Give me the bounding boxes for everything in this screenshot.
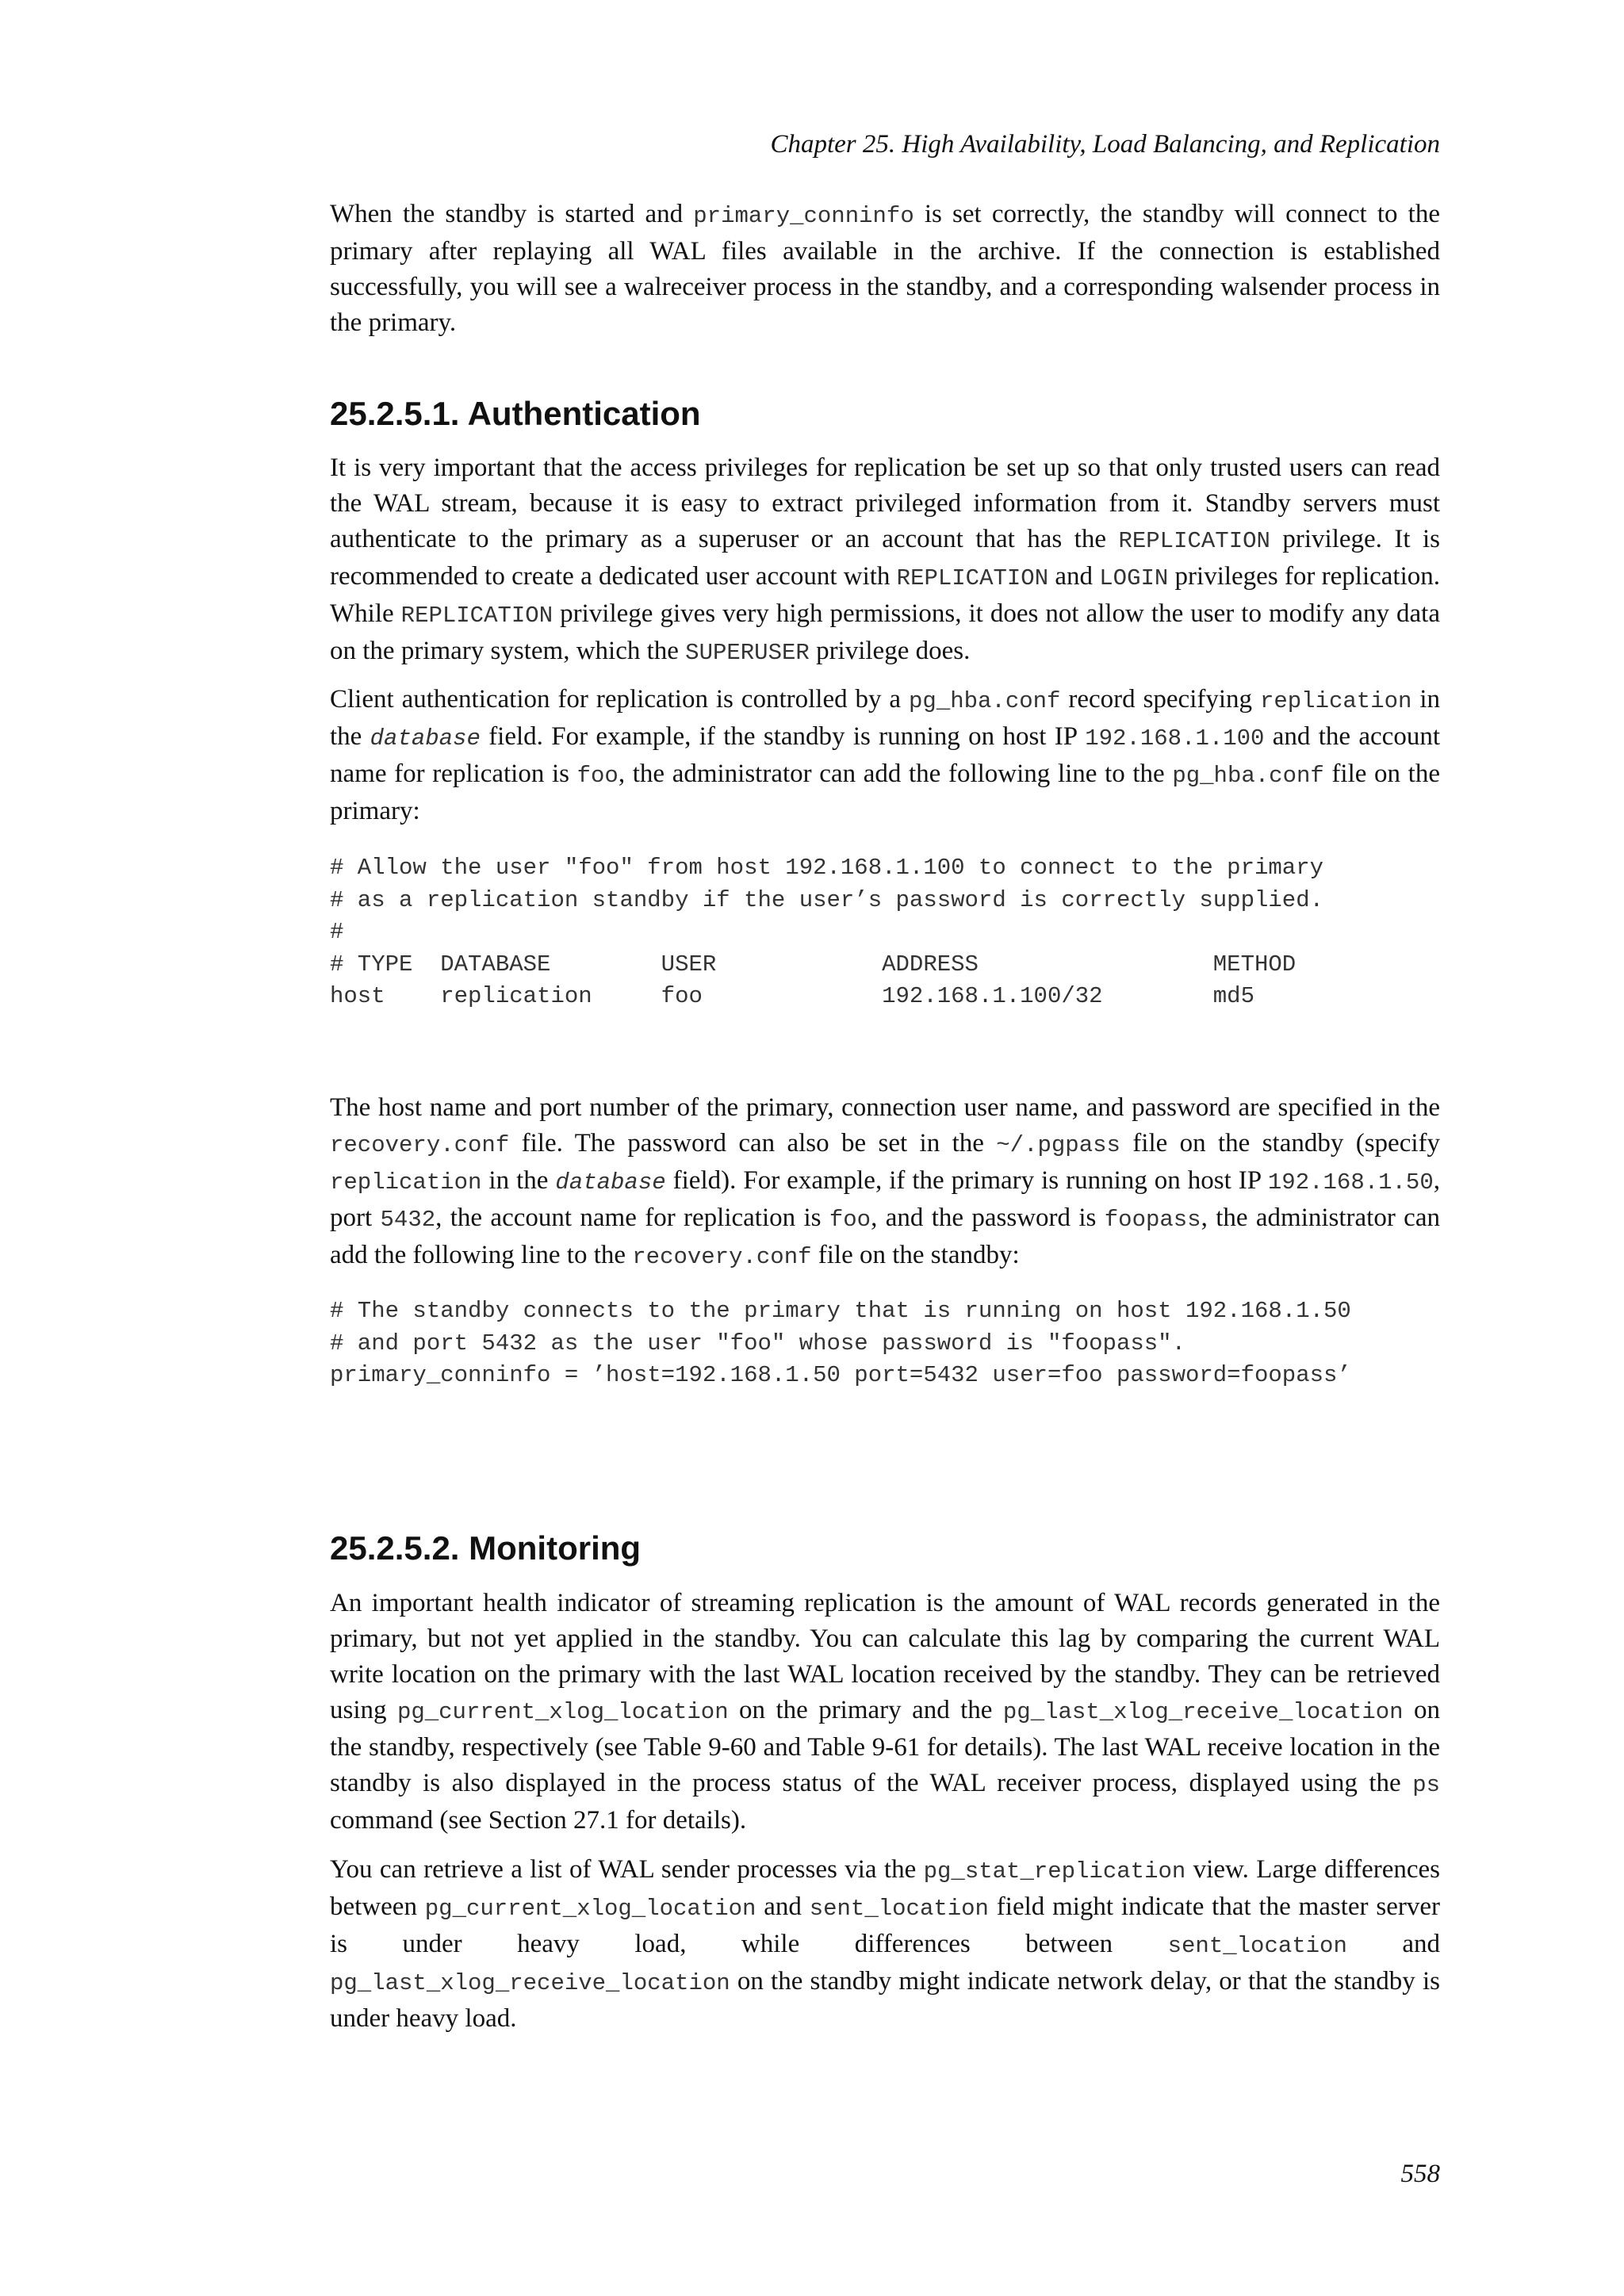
- auth-paragraph-1: It is very important that the access privileges for replication be set up so that only trusted users can read the WAL stream, because it is easy to extract privileged information from it. Standby servers must authenticate to the primary as a superuser or an account that has the REPLICATION privilege. It is recommended to create a dedicated user account with REPLICATION and LOGIN privileges for replication. While REPLICATION privilege gives very high permissions, it does not allow the user to modify any data on the primary system, which the SUPERUSER privilege does.: [330, 453, 1440, 666]
- page-number: 558: [1400, 2160, 1440, 2188]
- monitoring-paragraph-1: An important health indicator of streaming replication is the amount of WAL records generated in the primary, but not yet applied in the standby. You can calculate this lag by comparing the current WAL write location on the primary with the last WAL location received by the standby. They can be retrieved using pg_current_xlog_location on the primary and the pg_last_xlog_receive_location on the standby, respectively (see Table 9-60 and Table 9-61 for details). The last WAL receive location in the standby is also displayed in the process status of the WAL receiver process, displayed using the ps command (see Section 27.1 for details).: [330, 1589, 1440, 1835]
- auth-paragraph-2: Client authentication for replication is controlled by a pg_hba.conf record specifying replication in the database field. For example, if the standby is running on host IP 192.168.1.100 and the account name for replication is foo, the administrator can add the following line to the pg_hba.conf file on the primary:: [330, 685, 1440, 825]
- recovery-conf-code-block: # The standby connects to the primary that is running on host 192.168.1.50 # and port 5432 as the user "foo" whose password is "foopass". primary_conninfo = ’host=192.168.1.50 port=5432 user=foo password=foopass’: [330, 1298, 1351, 1388]
- intro-paragraph: When the standby is started and primary_conninfo is set correctly, the standby will connect to the primary after replaying all WAL files available in the archive. If the connection is established successfully, you will see a walreceiver process in the standby, and a corresponding walsender process in the primary.: [330, 200, 1441, 337]
- auth-paragraph-3: The host name and port number of the primary, connection user name, and password are specified in the recovery.conf file. The password can also be set in the ~/.pgpass file on the standby (specify replication in the database field). For example, if the primary is running on host IP 192.168.1.50, port 5432, the account name for replication is foo, and the password is foopass, the administrator can add the following line to the recovery.conf file on the standby:: [330, 1093, 1441, 1270]
- section-heading-monitoring: 25.2.5.2. Monitoring: [330, 1529, 642, 1567]
- monitoring-paragraph-2: You can retrieve a list of WAL sender processes via the pg_stat_replication view. Large differences between pg_current_xlog_location and sent_location field might indicate that the master server is under heavy load, while differences between sent_location and pg_last_xlog_receive_location on the standby might indicate network delay, or that the standby is under heavy load.: [330, 1855, 1441, 2033]
- section-heading-authentication: 25.2.5.1. Authentication: [330, 395, 701, 432]
- running-head: Chapter 25. High Availability, Load Balancing, and Replication: [770, 130, 1440, 159]
- pg-hba-code-block: # Allow the user "foo" from host 192.168.1.100 to connect to the primary # as a replication standby if the user’s password is correctly supplied. # # TYPE DATABASE USER ADDRESS METHOD host replication foo 192.168.1.100/32 md5: [330, 855, 1324, 1009]
